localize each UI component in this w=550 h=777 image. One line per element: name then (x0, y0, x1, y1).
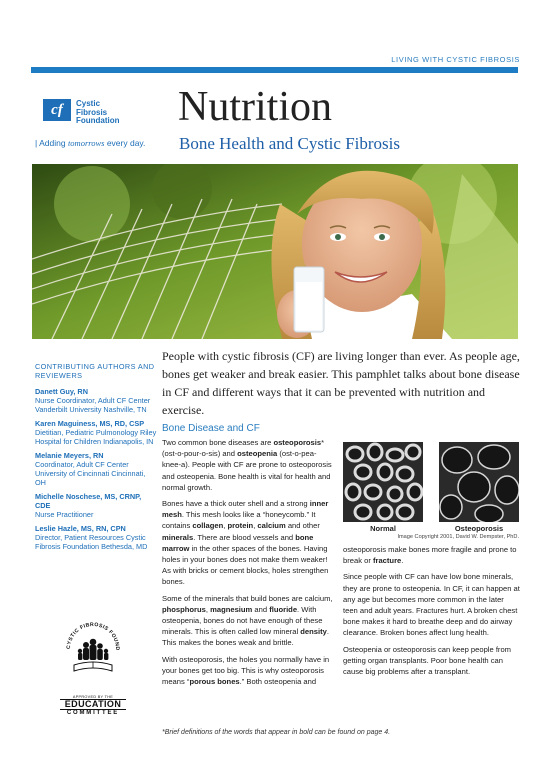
logo-line-1: Cystic (76, 99, 101, 108)
contributor-details: Nurse Coordinator, Adult CF Center Vanderbilt University Nashville, TN (35, 396, 151, 414)
bold-term: fracture (372, 556, 402, 566)
bold-term: protein (227, 521, 254, 531)
seal-small-text: APPROVED BY THE (72, 695, 114, 699)
paragraph: Since people with CF can have low bone minerals, they are prone to osteopenia. In CF, it can happen at any age but becomes more common in the later teen and adult years. Fractures hurt. A broken chest bone makes it hard to breathe deep and do airway clearance. Broken bones affect lung health. (343, 572, 520, 638)
bold-term: osteoporosis (273, 438, 322, 447)
contributor (35, 524, 157, 551)
bold-term: bone marrow (162, 532, 314, 553)
footnote: *Brief definitions of the words that appear in bold can be found on page 4. (162, 729, 391, 736)
seal-mid-text: COMMITTEE (66, 710, 120, 716)
hero-photo (32, 164, 518, 339)
contributors-sidebar (35, 362, 157, 556)
paragraph: Osteopenia or osteoporosis can keep people from getting organ transplants. Poor bone health can cause big problems after a transplant. (343, 644, 512, 677)
bold-term: fluoride (269, 604, 298, 614)
bold-term: collagen (192, 521, 224, 531)
paragraph: Some of the minerals that build bones are calcium, phosphorus, magnesium and fluoride. With osteopenia, bones do not have enough of these minerals. This is often called low mineral density. This makes the bones weak and brittle. (162, 593, 333, 648)
bold-term: osteopenia (237, 449, 278, 459)
page-subtitle: Bone Health and Cystic Fibrosis (179, 134, 400, 153)
normal-label: Normal (370, 524, 396, 533)
bold-term: porous bones (189, 677, 240, 687)
tagline-prefix: | Adding (35, 138, 68, 148)
contributor-name: Karen Maguiness, MS, RD, CSP (35, 419, 145, 428)
osteoporosis-bone-image (439, 442, 519, 522)
bold-term: phosphorus (162, 604, 206, 614)
foundation-logo-text (76, 100, 120, 126)
contributor-details: Dietitian, Pediatric Pulmonology Riley Hospital for Children Indianapolis, IN (35, 428, 157, 446)
bold-term: inner mesh (162, 499, 329, 520)
body-column-1 (162, 437, 335, 692)
series-label: LIVING WITH CYSTIC FIBROSIS (391, 55, 520, 64)
normal-bone-image (343, 442, 423, 522)
header-bar (31, 67, 518, 73)
seal-big-text: EDUCATION (60, 699, 126, 710)
contributor-details: Nurse Practitioner (35, 510, 94, 519)
paragraph: Bones have a thick outer shell and a strong inner mesh. This mesh looks like a “honeycomb.” It contains collagen, protein, calcium and other minerals. There are blood vessels and bone marrow in the other spaces of the bones. Having holes in your bones does not make them weaker! As with bricks or cement blocks, holes strengthen bones. (162, 499, 329, 587)
logo-line-3: Foundation (76, 116, 120, 125)
image-copyright: Image Copyright 2001, David W. Dempster, PhD. (397, 534, 519, 540)
tagline (35, 138, 145, 148)
tagline-emphasis: tomorrows (67, 138, 105, 148)
hero-illustration (32, 164, 518, 339)
tagline-suffix: every day. (104, 138, 146, 148)
cf-logo-mark: cf (43, 99, 71, 121)
normal-bone-illustration (343, 442, 423, 522)
contributor-details: Coordinator, Adult CF Center University of Cincinnati Cincinnati, OH (35, 460, 146, 487)
intro-paragraph: People with cystic fibrosis (CF) are living longer than ever. As people age, bones get weaker and break easier. This pamphlet talks about bone disease in CF and different ways that it can be prevented with nutrition and exercise. (162, 349, 520, 417)
contributor (35, 387, 157, 414)
contributor-name: Leslie Hazle, MS, RN, CPN (35, 524, 126, 533)
bold-term: calcium (257, 521, 286, 531)
paragraph: Two common bone diseases are osteoporosis* (ost-o-pour-o-sis) and osteopenia (ost-o-pea-knee-a). People with CF are prone to osteoporosis and osteopenia. Bone health is vital for health and normal growth. (162, 438, 332, 492)
bold-term: density (300, 627, 327, 637)
page-title: Nutrition (178, 84, 332, 130)
logo-line-2: Fibrosis (76, 107, 108, 117)
bold-term: minerals (162, 532, 194, 542)
education-committee-badge (60, 695, 126, 716)
osteoporosis-bone-illustration (439, 442, 519, 522)
contributor (35, 492, 157, 519)
contributor-name: Melanie Meyers, RN (35, 451, 104, 460)
contributor (35, 451, 157, 487)
bold-term: magnesium (210, 604, 253, 614)
seal-graphic (62, 615, 124, 677)
contributor-details: Director, Patient Resources Cystic Fibrosis Foundation Bethesda, MD (35, 533, 148, 551)
contributor-name: Danett Guy, RN (35, 387, 88, 396)
body-column-2 (343, 544, 520, 682)
cf-foundation-seal-icon (62, 615, 124, 677)
contributor-name: Michelle Noschese, MS, CRNP, CDE (35, 492, 142, 510)
paragraph: With osteoporosis, the holes you normally have in your bones get too big. This is why osteoporosis means “porous bones.” Both osteopenia and (162, 654, 330, 687)
contributor (35, 419, 157, 446)
contributors-heading: CONTRIBUTING AUTHORS AND REVIEWERS (35, 362, 155, 380)
paragraph: osteoporosis make bones more fragile and prone to break or fracture. (343, 545, 517, 566)
section-heading: Bone Disease and CF (162, 423, 260, 434)
seal-arc-text: CYSTIC FIBROSIS FOUND (65, 621, 121, 651)
osteoporosis-label: Osteoporosis (454, 524, 504, 533)
